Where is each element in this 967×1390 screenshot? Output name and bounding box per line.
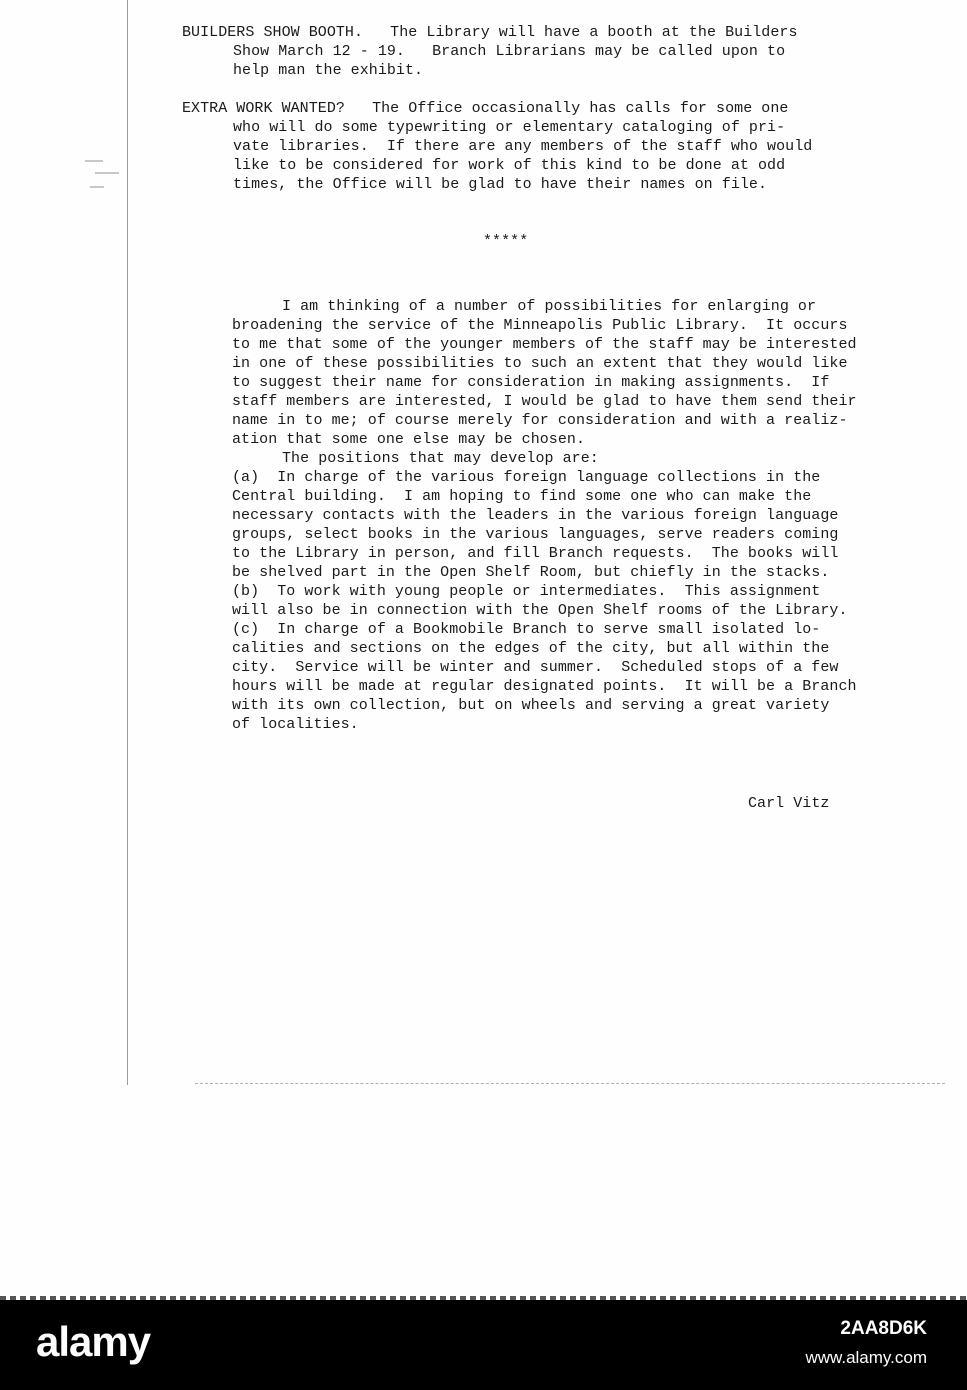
letter-line: in one of these possibilities to such an extent that they would like — [232, 355, 848, 372]
letter-line: groups, select books in the various languages, serve readers coming — [232, 526, 839, 543]
letter-line: will also be in connection with the Open Shelf rooms of the Library. — [232, 602, 848, 619]
extra-work-line: vate libraries. If there are any members of the staff who would — [233, 138, 813, 155]
scan-speck — [90, 186, 104, 188]
builders-line: Show March 12 - 19. Branch Librarians may be called upon to — [233, 43, 786, 60]
extra-work-line: who will do some typewriting or elementary cataloging of pri- — [233, 119, 786, 136]
letter-line: (b) To work with young people or intermediates. This assignment — [232, 583, 821, 600]
letter-line: The positions that may develop are: — [282, 450, 599, 467]
letter-line: (a) In charge of the various foreign language collections in the — [232, 469, 821, 486]
letter-line: to me that some of the younger members of the staff may be interested — [232, 336, 857, 353]
scan-speck — [85, 160, 103, 162]
extra-work-line: like to be considered for work of this kind to be done at odd — [233, 157, 786, 174]
letter-line: ation that some one else may be chosen. — [232, 431, 586, 448]
letter-line: hours will be made at regular designated points. It will be a Branch — [232, 678, 857, 695]
letter-line: (c) In charge of a Bookmobile Branch to serve small isolated lo- — [232, 621, 821, 638]
left-margin-line — [127, 0, 128, 1085]
site-url: www.alamy.com — [805, 1348, 927, 1367]
extra-work-line: times, the Office will be glad to have their names on file. — [233, 176, 768, 193]
section-separator: ***** — [483, 233, 529, 250]
letter-line: calities and sections on the edges of the city, but all within the — [232, 640, 830, 657]
letter-line: be shelved part in the Open Shelf Room, but chiefly in the stacks. — [232, 564, 830, 581]
extra-work-line: EXTRA WORK WANTED? The Office occasionally has calls for some one — [182, 100, 789, 117]
builders-line: BUILDERS SHOW BOOTH. The Library will have a booth at the Builders — [182, 24, 798, 41]
scan-speck — [95, 172, 119, 174]
signature: Carl Vitz — [748, 795, 830, 812]
letter-line: to suggest their name for consideration in making assignments. If — [232, 374, 830, 391]
letter-line: I am thinking of a number of possibilities for enlarging or — [282, 298, 817, 315]
alamy-logo: alamy — [36, 1318, 151, 1365]
page-edge-line — [195, 1083, 945, 1084]
letter-line: name in to me; of course merely for consideration and with a realiz- — [232, 412, 848, 429]
letter-line: of localities. — [232, 716, 359, 733]
letter-line: to the Library in person, and fill Branch requests. The books will — [232, 545, 839, 562]
letter-line: staff members are interested, I would be glad to have them send their — [232, 393, 857, 410]
letter-line: broadening the service of the Minneapolis Public Library. It occurs — [232, 317, 848, 334]
letter-line: city. Service will be winter and summer. Scheduled stops of a few — [232, 659, 839, 676]
builders-line: help man the exhibit. — [233, 62, 424, 79]
letter-line: Central building. I am hoping to find some one who can make the — [232, 488, 812, 505]
image-id: 2AA8D6K — [840, 1318, 927, 1339]
letter-line: necessary contacts with the leaders in the various foreign language — [232, 507, 839, 524]
letter-line: with its own collection, but on wheels and serving a great variety — [232, 697, 830, 714]
